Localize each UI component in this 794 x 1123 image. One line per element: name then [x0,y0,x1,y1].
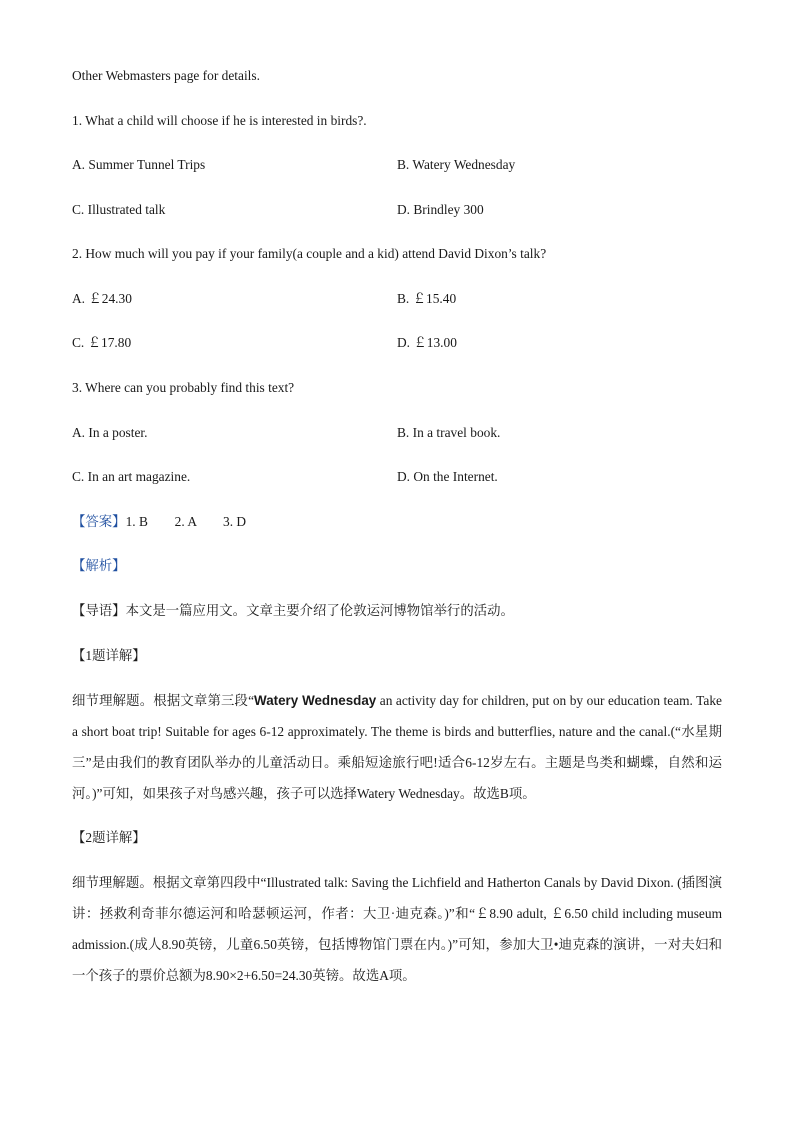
detail-1-paragraph [72,685,722,809]
question-2-option-c: C. ￡17.80 [72,335,132,350]
question-3-option-c: C. In an art magazine. [72,469,191,484]
analysis-label: 【解析】 [72,558,126,573]
question-3-option-b: B. In a travel book. [397,425,501,440]
guide-line [72,602,514,620]
detail-2-label: 【2题详解】 [72,830,146,845]
question-1-stem: 1. What a child will choose if he is interested in birds?. [72,113,367,128]
guide-label: 【导语】 [72,603,126,618]
detail-1-lead: 细节理解题。根据文章第三段“ [72,693,255,708]
question-2-option-d: D. ￡13.00 [397,335,457,350]
detail-1-rest: an activity day for children, put on by our education team. Take a short boat trip! Suitable for ages 6-12 approximately. The theme is birds and butterflies, nature and the canal.(“水星期三”是由我们的教育团队举办的儿童活动日。乘船短途旅行吧!适合6-12岁左右。主题是鸟类和蝴蝶，自然和运河。)”可知，如果孩子对鸟感兴趣，孩子可以选择Watery Wednesday。故选B项。 [72,693,722,801]
question-2-option-a: A. ￡24.30 [72,291,132,306]
answer-label: 【答案】 [72,514,126,529]
answer-text: 1. B 2. A 3. D [125,514,247,529]
question-2-option-b: B. ￡15.40 [397,291,457,306]
question-1-option-c: C. Illustrated talk [72,202,166,217]
detail-1-bold-title: Watery Wednesday [254,693,377,708]
question-1-option-a: A. Summer Tunnel Trips [72,157,206,172]
question-2-stem: 2. How much will you pay if your family(a couple and a kid) attend David Dixon’s talk? [72,246,547,261]
detail-2-paragraph: 细节理解题。根据文章第四段中“Illustrated talk: Saving the Lichfield and Hatherton Canals by David Dixon. (插图演讲：拯救利奇菲尔德运河和哈瑟顿运河，作者：大卫·迪克森。)”和“￡8.90 adult, ￡6.50 child including museum admission.(成人8.90英镑，儿童6.50英镑，包括博物馆门票在内。)”可知，参加大卫•迪克森的演讲，一对夫妇和一个孩子的票价总额为8.90×2+6.50=24.30英镑。故选A项。 [72,875,722,983]
question-1-option-b: B. Watery Wednesday [397,157,516,172]
question-3-stem: 3. Where can you probably find this text? [72,380,295,395]
intro-text: Other Webmasters page for details. [72,68,260,83]
question-1-option-d: D. Brindley 300 [397,202,484,217]
detail-1-label: 【1题详解】 [72,648,146,663]
question-3-option-a: A. In a poster. [72,425,148,440]
guide-text: 本文是一篇应用文。文章主要介绍了伦敦运河博物馆举行的活动。 [125,603,514,618]
question-3-option-d: D. On the Internet. [397,469,498,484]
answer-line [72,513,246,531]
